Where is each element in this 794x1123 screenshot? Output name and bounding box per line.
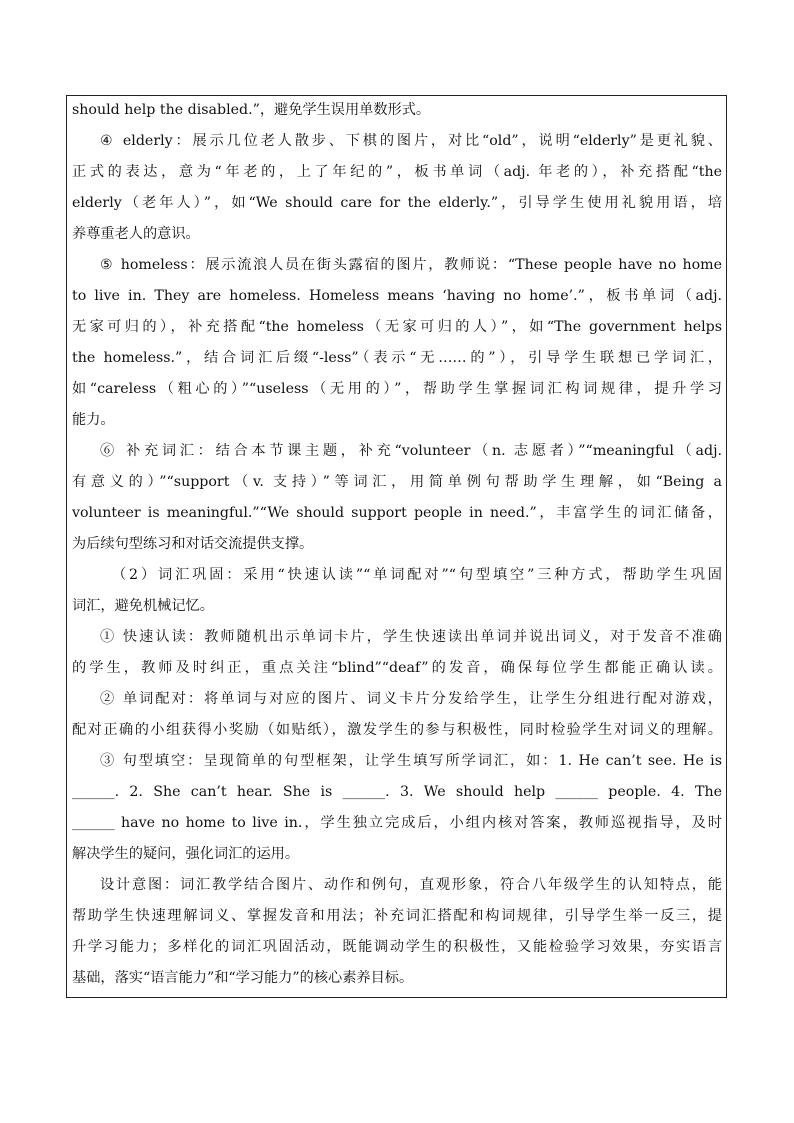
text-line: 养尊重老人的意识。 (72, 226, 200, 242)
text-line: 如“careless（粗心的）”“useless（无用的）”，帮助学生掌握词汇构词规律，提升学习 (72, 381, 722, 397)
text-line: 正式的表达，意为“年老的，上了年纪的”，板书单词（adj. 年老的），补充搭配“the (72, 164, 722, 180)
text-line: 设计意图：词汇教学结合图片、动作和例句，直观形象，符合八年级学生的认知特点，能 (100, 877, 722, 893)
text-line: 的学生，教师及时纠正，重点关注“blind”“deaf”的发音，确保每位学生都能正确认读。 (72, 660, 722, 676)
text-line: ⑥ 补充词汇：结合本节课主题，补充“volunteer（n. 志愿者）”“meaningful（adj. (100, 443, 722, 459)
lesson-plan-text (72, 95, 722, 994)
text-line: 能力。 (72, 412, 115, 428)
text-line: 基础，落实“语言能力”和“学习能力”的核心素养目标。 (72, 970, 414, 986)
text-line: （2）词汇巩固：采用“快速认读”“单词配对”“句型填空”三种方式，帮助学生巩固 (112, 567, 722, 583)
text-line: elderly（老年人）”，如“We should care for the elderly.”，引导学生使用礼貌用语，培 (72, 195, 722, 211)
text-line: to live in. They are homeless. Homeless means ‘having no home’.”，板书单词（adj. (72, 288, 722, 304)
text-line: 解决学生的疑问，强化词汇的运用。 (72, 846, 300, 862)
text-line: 配对正确的小组获得小奖励（如贴纸），激发学生的参与积极性，同时检验学生对词义的理解。 (72, 722, 722, 738)
text-line: ④ elderly：展示几位老人散步、下棋的图片，对比“old”，说明“elderly”是更礼貌、 (100, 133, 722, 149)
text-line: 升学习能力；多样化的词汇巩固活动，既能调动学生的积极性，又能检验学习效果，夯实语言 (72, 939, 722, 955)
text-line: volunteer is meaningful.”“We should support people in need.”，丰富学生的词汇储备， (72, 505, 722, 521)
text-line: 帮助学生快速理解词义、掌握发音和用法；补充词汇搭配和构词规律，引导学生举一反三，提 (72, 908, 722, 924)
text-line: ______ have no home to live in.，学生独立完成后，小组内核对答案，教师巡视指导，及时 (72, 815, 722, 831)
text-line: 词汇，避免机械记忆。 (72, 598, 214, 614)
text-line: ① 快速认读：教师随机出示单词卡片，学生快速读出单词并说出词义，对于发音不准确 (100, 629, 722, 645)
text-line: should help the disabled.”，避免学生误用单数形式。 (72, 102, 431, 118)
text-line: the homeless.”，结合词汇后缀“-less”（表示“无……的”），引导学生联想已学词汇， (72, 350, 722, 366)
text-line: 无家可归的），补充搭配“the homeless（无家可归的人）”，如“The government helps (72, 319, 722, 335)
text-line: ② 单词配对：将单词与对应的图片、词义卡片分发给学生，让学生分组进行配对游戏， (100, 691, 722, 707)
text-line: 为后续句型练习和对话交流提供支撑。 (72, 536, 314, 552)
text-line: ______. 2. She can’t hear. She is ______. 3. We should help ______ people. 4. The (72, 784, 722, 800)
text-line: ⑤ homeless：展示流浪人员在街头露宿的图片，教师说：“These people have no home (100, 257, 722, 273)
text-line: ③ 句型填空：呈现简单的句型框架，让学生填写所学词汇，如：1. He can’t see. He is (100, 753, 722, 769)
text-line: 有意义的）”“support（v. 支持）”等词汇，用简单例句帮助学生理解，如“Being a (72, 474, 722, 490)
